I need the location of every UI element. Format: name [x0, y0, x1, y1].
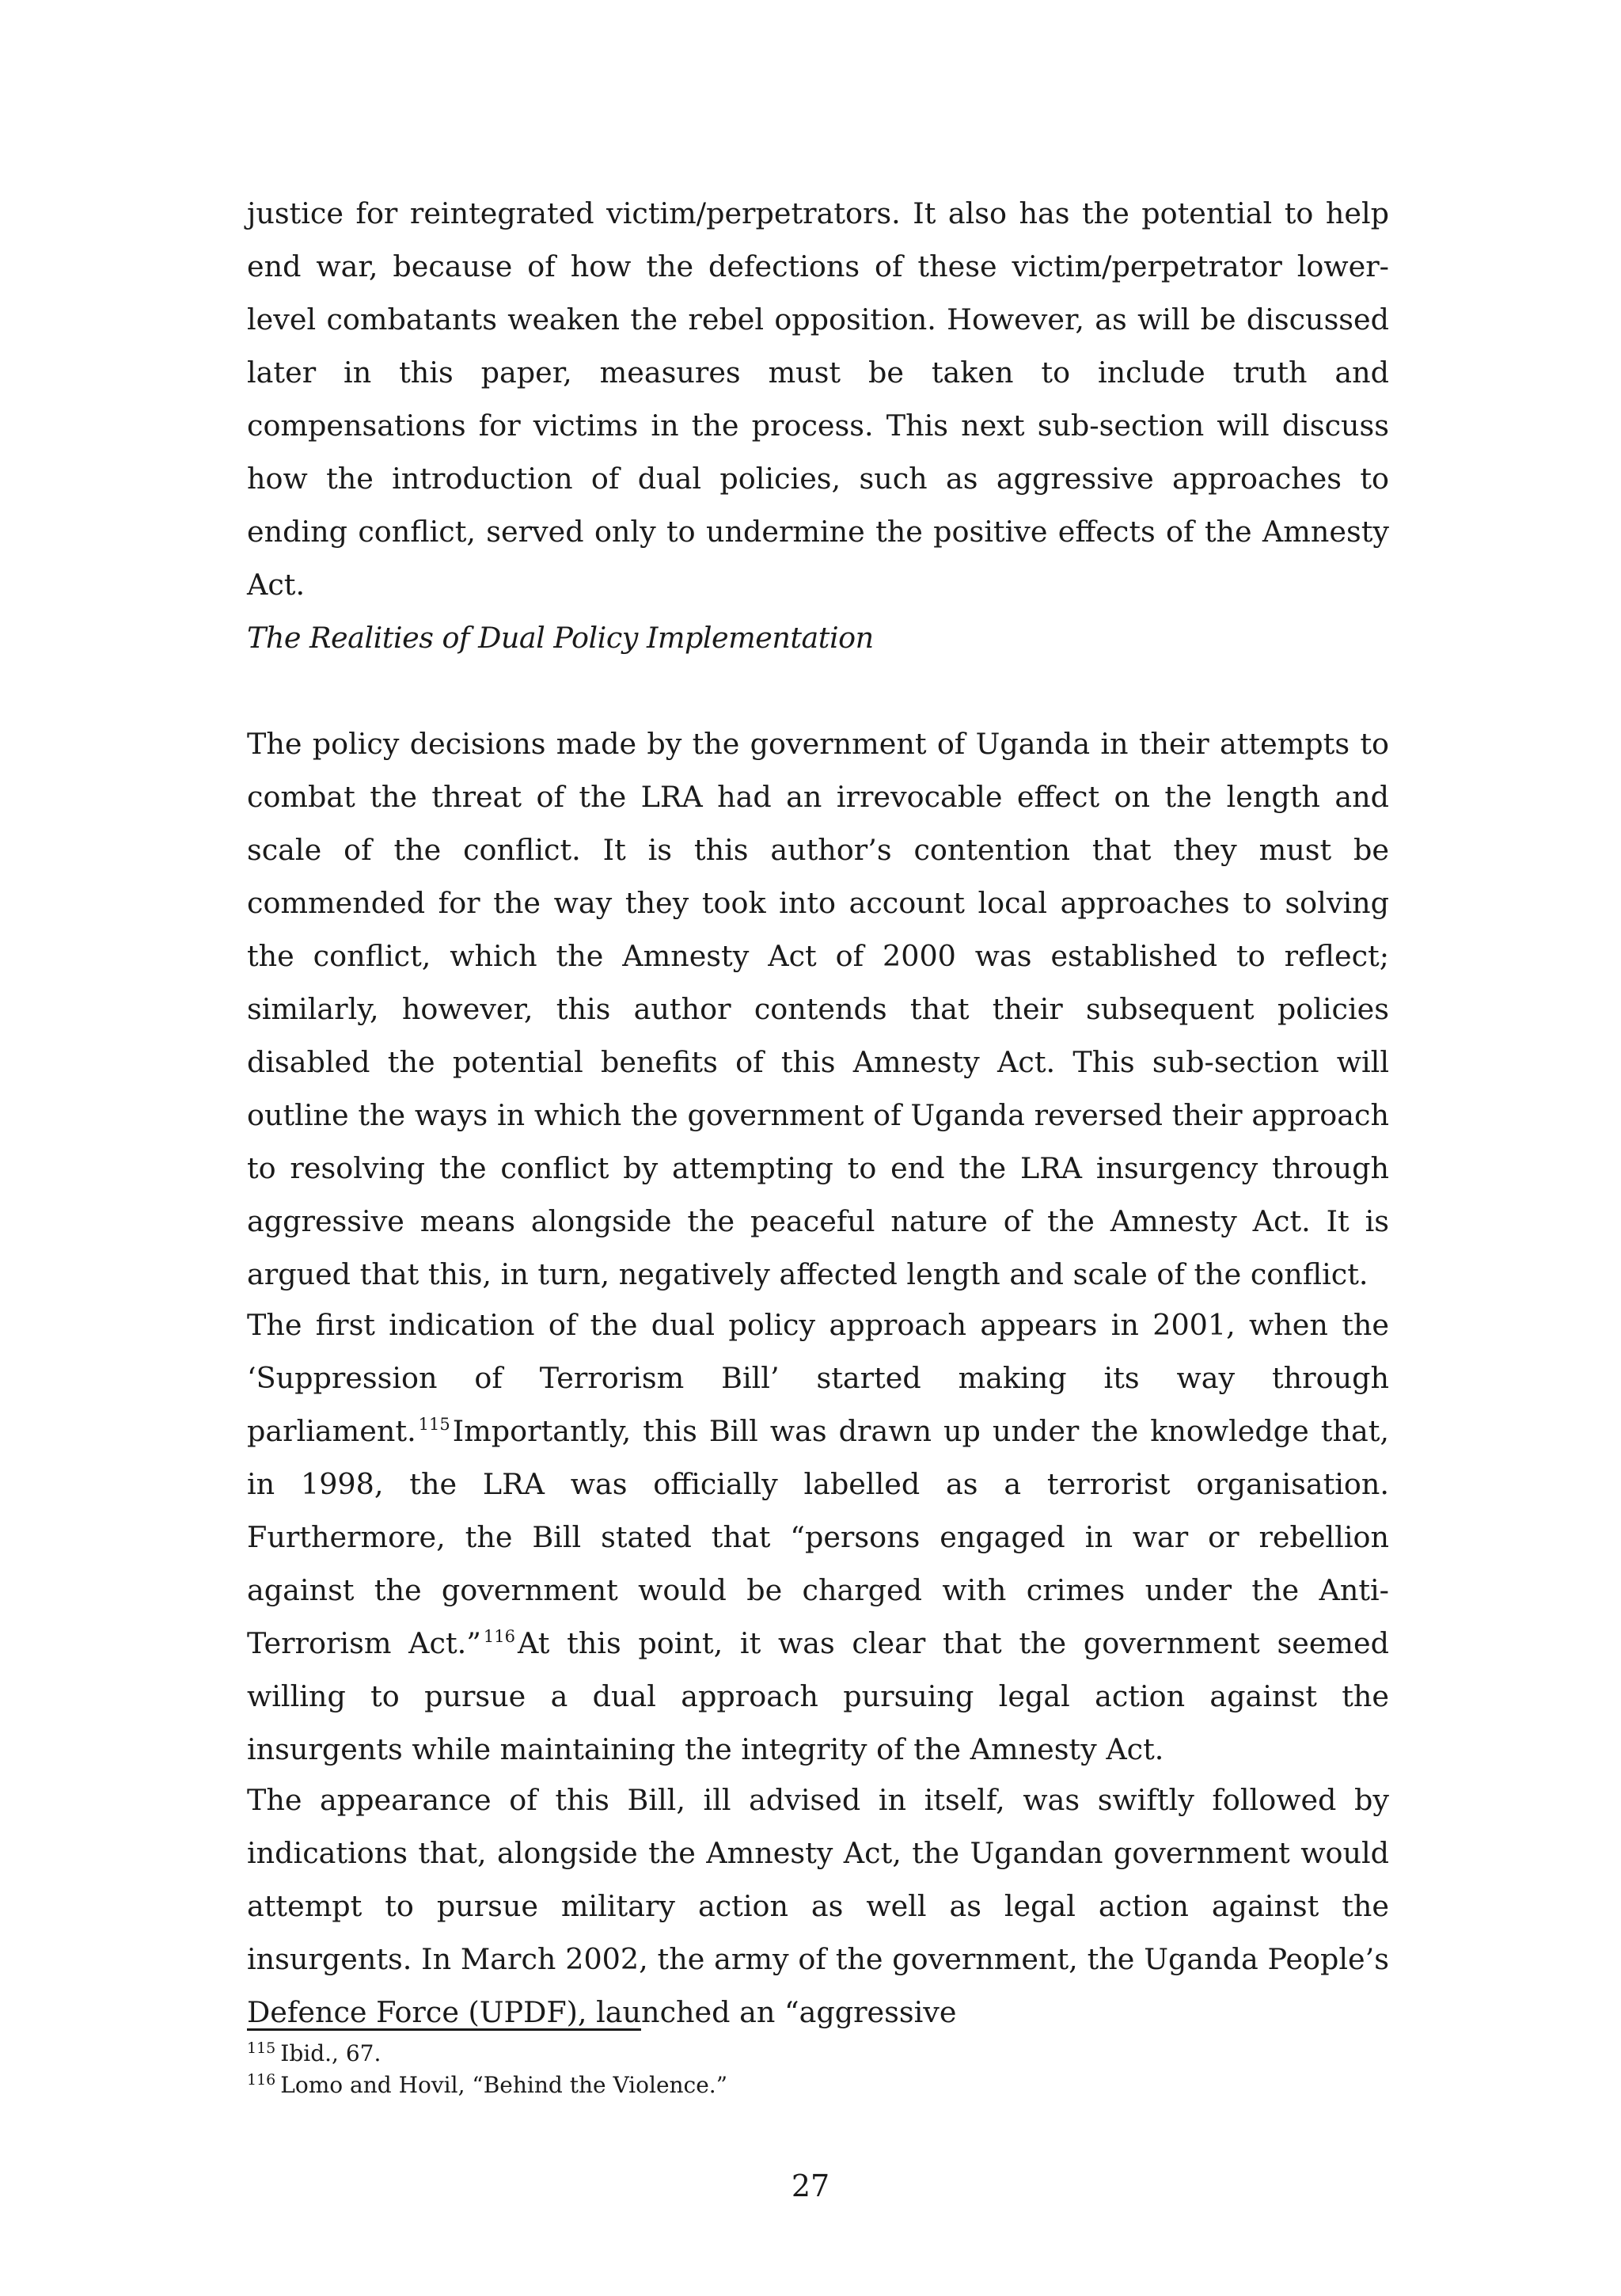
footnotes [247, 2038, 1389, 2101]
footnote-divider [247, 2028, 641, 2031]
paragraph-text-segment: Importantly, this Bill was drawn up under the knowledge that, in 1998, the LRA was officially labelled as a terrorist organisation. Furthermore, the Bill stated that “persons engaged in war or rebellion against the government would be charged with crimes under the Anti-Terrorism Act.” [247, 1414, 1389, 1660]
section-heading: The Realities of Dual Policy Implementation [247, 621, 874, 655]
paragraph-text-segment: At this point, it was clear that the government seemed willing to pursue a dual approach pursuing legal action against the insurgents while maintaining the integrity of the Amnesty Act. [247, 1626, 1389, 1766]
paragraph-military-action: The appearance of this Bill, ill advised in itself, was swiftly followed by indications that, alongside the Amnesty Act, the Ugandan government would attempt to pursue military action as well as legal action against the insurgents. In March 2002, the army of the government, the Uganda People’s Defence Force (UPDF), launched an “aggressive [247, 1783, 1389, 2029]
paragraph-policy-decisions: The policy decisions made by the government of Uganda in their attempts to combat the threat of the LRA had an irrevocable effect on the length and scale of the conflict. It is this author’s contention that they must be commended for the way they took into account local approaches to solving the conflict, which the Amnesty Act of 2000 was established to reflect; similarly, however, this author contends that their subsequent policies disabled the potential benefits of this Amnesty Act. This sub-section will outline the ways in which the government of Uganda reversed their approach to resolving the conflict by attempting to end the LRA insurgency through aggressive means alongside the peaceful nature of the Amnesty Act. It is argued that this, in turn, negatively affected length and scale of the conflict. [247, 727, 1389, 1291]
paragraph-text-segment: The first indication of the dual policy approach appears in 2001, when the ‘Suppression of Terrorism Bill’ started making its way through parliament. [247, 1308, 1389, 1448]
footnote-116 [247, 2070, 1389, 2101]
paragraph-suppression-bill [247, 1298, 1389, 1776]
footnote-reference-116[interactable]: 116 [483, 1627, 515, 1646]
footnote-number: 115 [247, 2039, 276, 2057]
footnote-number: 116 [247, 2071, 276, 2089]
page-number: 27 [791, 2169, 830, 2203]
footnote-text: Ibid., 67. [280, 2040, 382, 2066]
footnote-reference-115[interactable]: 115 [418, 1415, 450, 1434]
footnote-115 [247, 2038, 1389, 2070]
footnote-text: Lomo and Hovil, “Behind the Violence.” [280, 2072, 728, 2098]
paragraph-amnesty-intro: justice for reintegrated victim/perpetrators. It also has the potential to help end war, because of how the defections of these victim/perpetrator lower-level combatants weaken the rebel opposition. However, as will be discussed later in this paper, measures must be taken to include truth and compensations for victims in the process. This next sub-section will discuss how the introduction of dual policies, such as aggressive approaches to ending conflict, served only to undermine the positive effects of the Amnesty Act. [247, 196, 1389, 602]
